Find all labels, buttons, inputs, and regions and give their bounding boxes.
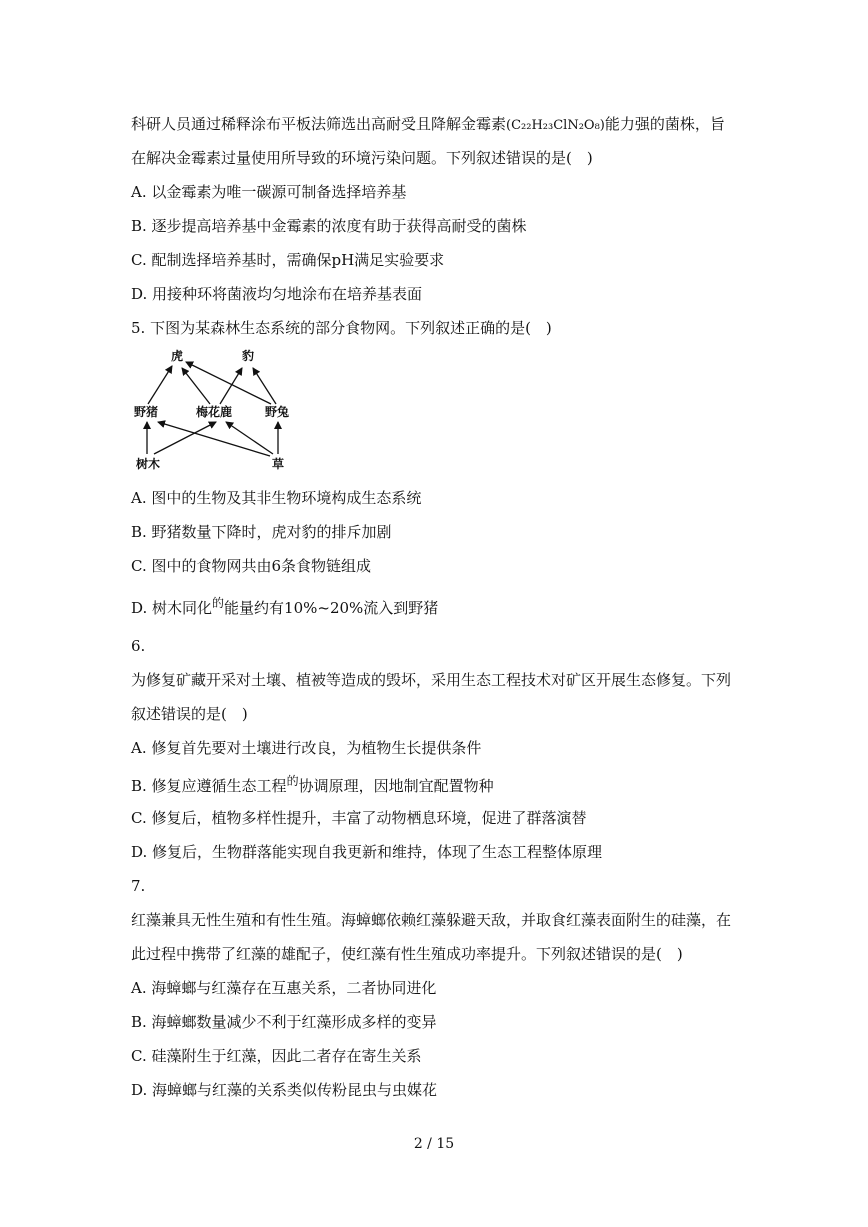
q5-option-d: D. 树木同化$^的$能量约有10%~20%流入到野猪 <box>131 596 439 617</box>
node-tree: 树木 <box>135 457 161 471</box>
arrow-rabbit-tiger <box>186 362 271 404</box>
q7-stem-line2: 此过程中携带了红藻的雄配子，使红藻有性生殖成功率提升。下列叙述错误的是( ) <box>131 945 683 963</box>
q7-option-a: A. 海蟑螂与红藻存在互惠关系，二者协同进化 <box>131 979 437 997</box>
q4-option-a: A. 以金霉素为唯一碳源可制备选择培养基 <box>131 183 407 201</box>
q4-option-d: D. 用接种环将菌液均匀地涂布在培养基表面 <box>131 285 423 303</box>
q7-option-d: D. 海蟑螂与红藻的关系类似传粉昆虫与虫媒花 <box>131 1081 438 1099</box>
node-deer: 梅花鹿 <box>195 405 233 419</box>
arrow-boar-tiger <box>148 366 172 404</box>
q6-stem-line2: 叙述错误的是( ) <box>131 705 248 723</box>
q7-number: 7. <box>131 877 146 895</box>
q7-stem-line1: 红藻兼具无性生殖和有性生殖。海蟑螂依赖红藻躲避天敌，并取食红藻表面附生的硅藻，在 <box>131 911 732 929</box>
arrow-deer-tiger <box>182 368 210 404</box>
arrow-deer-leopard <box>220 368 242 404</box>
q6-number: 6. <box>131 637 146 655</box>
q6-option-a: A. 修复首先要对土壤进行改良，为植物生长提供条件 <box>131 739 482 757</box>
q6-option-d: D. 修复后，生物群落能实现自我更新和维持，体现了生态工程整体原理 <box>131 843 603 861</box>
q4-option-c: C. 配制选择培养基时，需确保pH满足实验要求 <box>131 251 445 269</box>
q6-option-b: B. 修复应遵循生态工程$^的$协调原理，因地制宜配置物种 <box>131 774 494 795</box>
arrow-grass-boar <box>158 422 270 456</box>
q4-stem-line1: 科研人员通过稀释涂布平板法筛选出高耐受且降解金霉素(C₂₂H₂₃ClN₂O₈)能力强的菌株，旨 <box>131 115 725 133</box>
food-web-diagram <box>128 344 303 474</box>
q6-option-c: C. 修复后，植物多样性提升，丰富了动物栖息环境，促进了群落演替 <box>131 809 587 827</box>
node-boar: 野猪 <box>133 405 159 419</box>
arrow-rabbit-leopard <box>253 368 276 404</box>
q6-stem-line1: 为修复矿藏开采对土壤、植被等造成的毁坏，采用生态工程技术对矿区开展生态修复。下列 <box>131 671 732 689</box>
q5-option-b: B. 野猪数量下降时，虎对豹的排斥加剧 <box>131 523 392 541</box>
chemical-formula: (C₂₂H₂₃ClN₂O₈) <box>506 118 605 133</box>
node-rabbit: 野兔 <box>264 405 290 419</box>
q5-option-a: A. 图中的生物及其非生物环境构成生态系统 <box>131 489 422 507</box>
node-grass: 草 <box>271 457 285 471</box>
q4-stem-line2: 在解决金霉素过量使用所导致的环境污染问题。下列叙述错误的是( ) <box>131 149 593 167</box>
page-number: 2 / 15 <box>413 1136 455 1152</box>
q7-option-b: B. 海蟑螂数量减少不利于红藻形成多样的变异 <box>131 1013 437 1031</box>
q5-stem: 5. 下图为某森林生态系统的部分食物网。下列叙述正确的是( ) <box>131 319 552 337</box>
node-leopard: 豹 <box>241 349 255 363</box>
arrow-tree-deer <box>154 422 216 454</box>
q7-option-c: C. 硅藻附生于红藻，因此二者存在寄生关系 <box>131 1047 422 1065</box>
q5-option-c: C. 图中的食物网共由6条食物链组成 <box>131 557 372 575</box>
q4-option-b: B. 逐步提高培养基中金霉素的浓度有助于获得高耐受的菌株 <box>131 217 527 235</box>
node-tiger: 虎 <box>170 349 184 363</box>
